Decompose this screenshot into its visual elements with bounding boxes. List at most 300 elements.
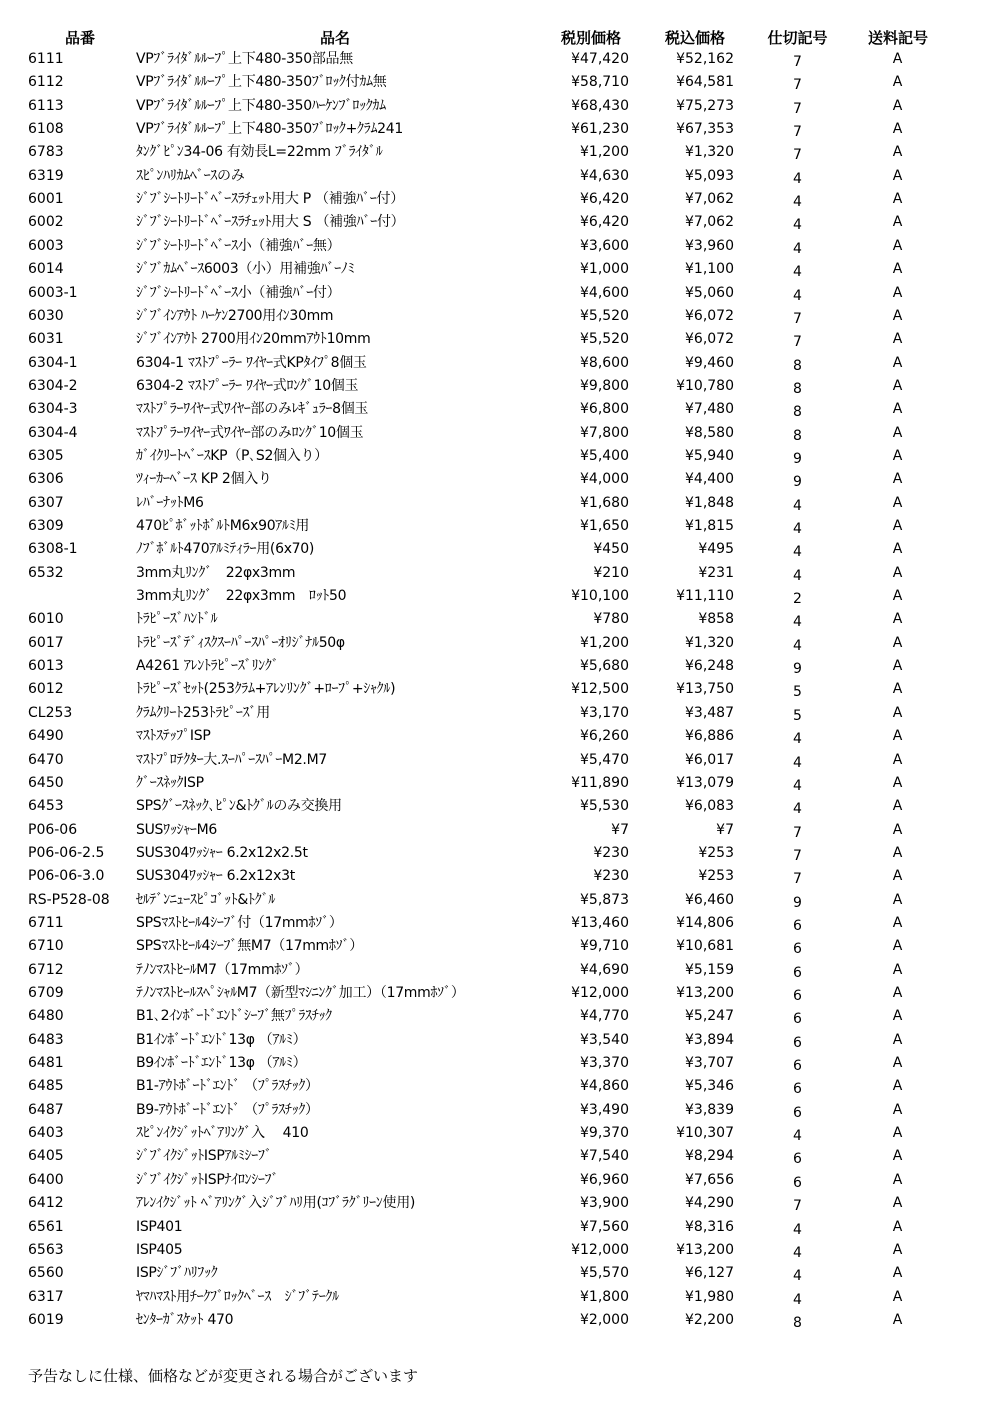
cell-shipping: A [892,1241,903,1258]
cell-category: 4 [793,1244,802,1261]
cell-price-in-tax: ¥1,100 [685,261,734,278]
cell-code: 6560 [28,1265,64,1282]
table-row [0,889,1000,912]
cell-shipping: A [892,1078,903,1095]
cell-name: ｾﾙﾃﾞﾝﾆｭｰｽﾋﾟｺﾞｯﾄ&ﾄｸﾞﾙ [136,891,276,908]
cell-code: 6405 [28,1148,64,1165]
cell-price-in-tax: ¥7,062 [685,191,734,208]
cell-category: 5 [793,707,802,724]
table-row [0,632,1000,655]
table-row [0,982,1000,1005]
cell-code: CL253 [28,704,73,721]
cell-price-ex-tax: ¥6,960 [580,1171,629,1188]
table-row [0,1099,1000,1122]
cell-category: 4 [793,1291,802,1308]
header-price-in-tax: 税込価格 [664,29,725,47]
cell-price-ex-tax: ¥9,800 [580,377,629,394]
cell-category: 6 [793,964,802,981]
cell-shipping: A [892,728,903,745]
cell-code: 6113 [28,97,64,114]
cell-price-in-tax: ¥1,320 [685,144,734,161]
cell-price-ex-tax: ¥3,900 [580,1195,629,1212]
cell-category: 4 [793,217,802,234]
cell-shipping: A [892,704,903,721]
table-row [0,141,1000,164]
table-row [0,375,1000,398]
cell-shipping: A [892,97,903,114]
table-row [0,48,1000,71]
table-row [0,468,1000,491]
cell-name: ﾂｨｰｶｰﾍﾞｰｽ KP 2個入り [136,471,272,488]
table-row [0,165,1000,188]
cell-name: 6304-2 ﾏｽﾄﾌﾟｰﾗｰ ﾜｲﾔｰ式ﾛﾝｸﾞ10個玉 [136,377,359,394]
table-row [0,772,1000,795]
cell-name: VPﾌﾞﾗｲﾀﾞﾙﾙｰﾌﾟ上下480-350ﾌﾞﾛｯｸ付ｶﾑ無 [136,74,387,91]
cell-category: 4 [793,287,802,304]
cell-price-in-tax: ¥6,072 [685,307,734,324]
table-row [0,678,1000,701]
cell-code: 6001 [28,191,64,208]
cell-shipping: A [892,961,903,978]
cell-code: 6003-1 [28,284,78,301]
cell-price-ex-tax: ¥1,680 [580,494,629,511]
cell-code: 6453 [28,798,64,815]
cell-name: SUSﾜｯｼｬｰM6 [136,821,218,838]
table-row [0,819,1000,842]
table-row [0,795,1000,818]
cell-price-ex-tax: ¥3,370 [580,1055,629,1072]
table-row [0,655,1000,678]
cell-price-in-tax: ¥6,072 [685,331,734,348]
cell-shipping: A [892,191,903,208]
cell-shipping: A [892,868,903,885]
cell-price-ex-tax: ¥2,000 [580,1311,629,1328]
cell-price-ex-tax: ¥5,530 [580,798,629,815]
cell-price-ex-tax: ¥61,230 [571,121,629,138]
cell-price-in-tax: ¥1,980 [685,1288,734,1305]
cell-category: 9 [793,450,802,467]
cell-code: 6480 [28,1008,64,1025]
table-row [0,959,1000,982]
cell-category: 5 [793,684,802,701]
cell-category: 4 [793,521,802,537]
header-price-ex-tax: 税別価格 [560,29,621,47]
cell-price-ex-tax: ¥1,200 [580,634,629,651]
cell-price-ex-tax: ¥230 [593,868,629,885]
cell-price-in-tax: ¥5,060 [685,284,734,301]
cell-shipping: A [892,237,903,254]
cell-shipping: A [892,541,903,558]
cell-price-in-tax: ¥7,656 [685,1171,734,1188]
cell-category: 4 [793,637,802,654]
cell-price-in-tax: ¥858 [698,611,734,628]
cell-price-ex-tax: ¥68,430 [571,97,629,114]
cell-price-ex-tax: ¥10,100 [571,588,629,605]
cell-price-ex-tax: ¥3,600 [580,237,629,254]
table-row [0,1169,1000,1192]
cell-shipping: A [892,377,903,394]
cell-code: 6783 [28,144,64,161]
table-row [0,95,1000,118]
cell-code: P06-06-3.0 [28,868,105,885]
cell-category: 4 [793,544,802,561]
cell-price-in-tax: ¥13,750 [676,681,734,698]
cell-code: 6403 [28,1125,64,1142]
cell-shipping: A [892,1195,903,1212]
table-row [0,538,1000,561]
table-row [0,328,1000,351]
cell-name: ｾﾝﾀｰｶﾞｽｹｯﾄ 470 [136,1311,234,1328]
table-row [0,282,1000,305]
cell-price-in-tax: ¥1,815 [685,518,734,534]
table-header [0,27,1000,50]
cell-category: 4 [793,801,802,818]
cell-shipping: A [892,307,903,324]
cell-price-ex-tax: ¥210 [593,564,629,581]
header-category: 仕切記号 [767,29,828,47]
cell-price-in-tax: ¥14,806 [676,914,734,931]
cell-category: 9 [793,661,802,678]
cell-price-in-tax: ¥3,894 [685,1031,734,1048]
cell-shipping: A [892,471,903,488]
cell-name: ｼﾞﾌﾞｼｰﾄﾘｰﾄﾞﾍﾞｰｽ小（補強ﾊﾞｰ付） [136,284,341,301]
cell-price-in-tax: ¥1,320 [685,634,734,651]
cell-name: ｼﾞﾌﾞｲﾝｱｳﾄ ﾊｰｹﾝ2700用ｲﾝ30mm [136,307,334,324]
cell-shipping: A [892,985,903,1001]
cell-category: 6 [793,1151,802,1168]
cell-category: 7 [793,100,802,117]
cell-name: VPﾌﾞﾗｲﾀﾞﾙﾙｰﾌﾟ上下480-350ﾌﾞﾛｯｸ+ｸﾗﾑ241 [136,121,403,138]
cell-shipping: A [892,1265,903,1282]
cell-price-ex-tax: ¥780 [593,611,629,628]
cell-category: 4 [793,1221,802,1238]
cell-code: 6002 [28,214,64,231]
cell-code: 6306 [28,471,64,488]
cell-shipping: A [892,1218,903,1235]
cell-price-in-tax: ¥10,780 [676,377,734,394]
cell-name: 470ﾋﾟﾎﾞｯﾄﾎﾞﾙﾄM6x90ｱﾙﾐ用 [136,518,310,534]
cell-price-ex-tax: ¥12,000 [571,1241,629,1258]
table-row [0,118,1000,141]
cell-price-in-tax: ¥9,460 [685,354,734,371]
cell-price-in-tax: ¥231 [698,564,734,581]
cell-name: SPSﾏｽﾄﾋｰﾙ4ｼｰﾌﾞ無M7（17mmﾎｿﾞ） [136,938,363,955]
table-row [0,1192,1000,1215]
cell-name: ｽﾋﾟﾝﾊﾘｶﾑﾍﾞｰｽのみ [136,167,245,184]
cell-category: 4 [793,497,802,514]
cell-price-in-tax: ¥6,017 [685,751,734,768]
cell-price-ex-tax: ¥3,490 [580,1101,629,1118]
cell-shipping: A [892,401,903,418]
cell-category: 4 [793,240,802,257]
cell-code: 6307 [28,494,64,511]
cell-code: 6450 [28,774,64,791]
cell-price-in-tax: ¥10,307 [676,1125,734,1142]
table-row [0,188,1000,211]
cell-name: ｶﾞｲｸﾘｰﾄﾍﾞｰｽKP（P､S2個入り） [136,447,328,464]
cell-shipping: A [892,284,903,301]
cell-price-in-tax: ¥5,093 [685,167,734,184]
cell-code: 6112 [28,74,64,91]
cell-code: 6030 [28,307,64,324]
cell-price-ex-tax: ¥230 [593,844,629,861]
cell-category: 6 [793,1011,802,1028]
cell-code: 6308-1 [28,541,78,558]
cell-price-in-tax: ¥10,681 [676,938,734,955]
cell-price-in-tax: ¥13,200 [676,1241,734,1258]
cell-price-ex-tax: ¥58,710 [571,74,629,91]
cell-price-ex-tax: ¥8,600 [580,354,629,371]
cell-code: 6561 [28,1218,64,1235]
cell-shipping: A [892,1008,903,1025]
cell-price-ex-tax: ¥13,460 [571,914,629,931]
table-row [0,1122,1000,1145]
table-row [0,935,1000,958]
cell-name: ﾏｽﾄｽﾃｯﾌﾟISP [136,728,211,745]
cell-shipping: A [892,1031,903,1048]
cell-category: 4 [793,1268,802,1285]
cell-code: 6012 [28,681,64,698]
cell-price-in-tax: ¥2,200 [685,1311,734,1328]
cell-name: ﾄﾗﾋﾟｰｽﾞﾃﾞｨｽｸｽｰﾊﾟｰｽﾊﾟｰｵﾘｼﾞﾅﾙ50φ [136,634,345,651]
cell-price-in-tax: ¥3,707 [685,1055,734,1072]
cell-code: 6304-3 [28,401,78,418]
cell-name: B9-ｱｳﾄﾎﾞｰﾄﾞｴﾝﾄﾞ （ﾌﾟﾗｽﾁｯｸ） [136,1101,319,1118]
cell-code: 6304-2 [28,377,78,394]
cell-name: ﾏｽﾄﾌﾟﾗｰﾜｲﾔｰ式ﾜｲﾔｰ部のみﾛﾝｸﾞ10個玉 [136,424,364,441]
cell-price-ex-tax: ¥5,570 [580,1265,629,1282]
cell-name: ｼﾞﾌﾞｲｸｼﾞｯﾄISPﾅｲﾛﾝｼｰﾌﾞ [136,1171,279,1188]
table-row [0,562,1000,585]
cell-code: 6317 [28,1288,64,1305]
cell-code: 6003 [28,237,64,254]
table-row [0,749,1000,772]
cell-code: 6108 [28,121,64,138]
cell-price-ex-tax: ¥47,420 [571,51,629,67]
cell-price-ex-tax: ¥1,650 [580,518,629,534]
cell-code: 6319 [28,167,64,184]
table-row [0,422,1000,445]
cell-price-ex-tax: ¥4,690 [580,961,629,978]
cell-shipping: A [892,331,903,348]
cell-shipping: A [892,938,903,955]
cell-name: ｼﾞﾌﾞｼｰﾄﾘｰﾄﾞﾍﾞｰｽﾗﾁｪｯﾄ用大 P （補強ﾊﾞｰ付） [136,191,404,208]
cell-price-in-tax: ¥11,110 [676,588,734,605]
cell-name: ISPｼﾞﾌﾞﾊﾘﾌｯｸ [136,1265,218,1282]
cell-code: 6304-4 [28,424,78,441]
cell-shipping: A [892,634,903,651]
cell-name: ﾃﾉﾝﾏｽﾄﾋｰﾙM7（17mmﾎｿﾞ） [136,961,309,978]
cell-category: 8 [793,357,802,374]
cell-shipping: A [892,1148,903,1165]
cell-price-ex-tax: ¥9,710 [580,938,629,955]
cell-name: ﾚﾊﾞｰﾅｯﾄM6 [136,494,204,511]
cell-name: SUS304ﾜｯｼｬｰ 6.2x12x3t [136,868,295,885]
cell-category: 6 [793,1034,802,1051]
cell-code: 6490 [28,728,64,745]
cell-shipping: A [892,424,903,441]
table-row [0,1052,1000,1075]
cell-code: 6563 [28,1241,64,1258]
cell-code: 6412 [28,1195,64,1212]
table-row [0,608,1000,631]
cell-price-in-tax: ¥5,940 [685,447,734,464]
cell-price-in-tax: ¥7 [716,821,734,838]
cell-category: 7 [793,334,802,351]
table-row [0,1216,1000,1239]
cell-shipping: A [892,1171,903,1188]
cell-price-in-tax: ¥4,400 [685,471,734,488]
cell-shipping: A [892,494,903,511]
cell-shipping: A [892,588,903,605]
cell-shipping: A [892,144,903,161]
cell-category: 4 [793,614,802,631]
cell-code: 6111 [28,51,64,67]
cell-code: 6304-1 [28,354,78,371]
cell-code [28,585,133,608]
table-row [0,1262,1000,1285]
cell-category: 8 [793,1314,802,1331]
cell-price-ex-tax: ¥5,520 [580,331,629,348]
cell-price-ex-tax: ¥4,630 [580,167,629,184]
cell-category: 4 [793,731,802,748]
cell-code: 6470 [28,751,64,768]
cell-code: 6019 [28,1311,64,1328]
cell-category: 7 [793,310,802,327]
cell-category: 6 [793,988,802,1004]
cell-shipping: A [892,1055,903,1072]
table-row [0,211,1000,234]
cell-shipping: A [892,774,903,791]
cell-shipping: A [892,354,903,371]
cell-category: 8 [793,427,802,444]
cell-category: 6 [793,917,802,934]
cell-shipping: A [892,564,903,581]
cell-name: ﾉﾌﾞﾎﾞﾙﾄ470ｱﾙﾐﾃｨﾗｰ用(6x70) [136,541,315,558]
cell-price-in-tax: ¥4,290 [685,1195,734,1212]
cell-name: ｽﾋﾟﾝｲｸｼﾞｯﾄﾍﾞｱﾘﾝｸﾞ入 410 [136,1125,309,1142]
footnote: 予告なしに仕様、価格などが変更される場合がございます [28,1367,419,1385]
cell-code: 6031 [28,331,64,348]
cell-price-ex-tax: ¥5,470 [580,751,629,768]
cell-price-ex-tax: ¥1,200 [580,144,629,161]
table-row [0,1145,1000,1168]
table-row [0,1309,1000,1332]
cell-name: VPﾌﾞﾗｲﾀﾞﾙﾙｰﾌﾟ上下480-350部品無 [136,51,353,67]
table-row [0,865,1000,888]
cell-name: ﾄﾗﾋﾟｰｽﾞｾｯﾄ(253ｸﾗﾑ+ｱﾚﾝﾘﾝｸﾞ+ﾛｰﾌﾟ+ｼｬｸﾙ) [136,681,396,698]
table-row [0,305,1000,328]
cell-name: ｸﾞｰｽﾈｯｸISP [136,774,204,791]
cell-name: SPSｸﾞｰｽﾈｯｸ､ﾋﾟﾝ&ﾄｸﾞﾙのみ交換用 [136,798,342,815]
cell-category: 9 [793,894,802,911]
cell-price-ex-tax: ¥450 [593,541,629,558]
cell-price-ex-tax: ¥6,420 [580,191,629,208]
cell-code: 6710 [28,938,64,955]
table-row [0,1029,1000,1052]
cell-price-ex-tax: ¥5,680 [580,658,629,675]
cell-shipping: A [892,611,903,628]
table-row [0,352,1000,375]
cell-code: 6487 [28,1101,64,1118]
cell-name: VPﾌﾞﾗｲﾀﾞﾙﾙｰﾌﾟ上下480-350ﾊｰｹﾝﾌﾞﾛｯｸｶﾑ [136,97,386,114]
cell-price-ex-tax: ¥9,370 [580,1125,629,1142]
cell-price-ex-tax: ¥12,000 [571,985,629,1001]
cell-price-in-tax: ¥253 [698,868,734,885]
cell-shipping: A [892,121,903,138]
table-row [0,842,1000,865]
cell-shipping: A [892,518,903,534]
cell-shipping: A [892,214,903,231]
table-row [0,492,1000,515]
cell-price-in-tax: ¥6,460 [685,891,734,908]
cell-price-in-tax: ¥67,353 [676,121,734,138]
cell-name: B9ｲﾝﾎﾞｰﾄﾞｴﾝﾄﾞ13φ （ｱﾙﾐ） [136,1055,307,1072]
cell-name: ﾃﾉﾝﾏｽﾄﾋｰﾙｽﾍﾟｼｬﾙM7（新型ﾏｼﾆﾝｸﾞ加工）（17mmﾎｿﾞ） [136,985,465,1001]
cell-price-in-tax: ¥13,079 [676,774,734,791]
cell-price-in-tax: ¥13,200 [676,985,734,1001]
cell-price-in-tax: ¥6,083 [685,798,734,815]
cell-shipping: A [892,821,903,838]
cell-price-ex-tax: ¥7,540 [580,1148,629,1165]
cell-category: 4 [793,170,802,187]
cell-name: B1､2ｲﾝﾎﾞｰﾄﾞｴﾝﾄﾞｼｰﾌﾞ無ﾌﾟﾗｽﾁｯｸ [136,1008,332,1025]
cell-price-in-tax: ¥75,273 [676,97,734,114]
table-row [0,1075,1000,1098]
cell-name: ﾄﾗﾋﾟｰｽﾞﾊﾝﾄﾞﾙ [136,611,218,628]
cell-price-ex-tax: ¥1,800 [580,1288,629,1305]
cell-code: 6532 [28,564,64,581]
cell-category: 7 [793,147,802,164]
cell-price-ex-tax: ¥7 [611,821,629,838]
cell-category: 9 [793,474,802,491]
cell-price-in-tax: ¥3,839 [685,1101,734,1118]
cell-price-ex-tax: ¥3,170 [580,704,629,721]
cell-category: 7 [793,1198,802,1215]
cell-shipping: A [892,658,903,675]
cell-code: P06-06-2.5 [28,844,105,861]
cell-code: 6305 [28,447,64,464]
cell-price-in-tax: ¥253 [698,844,734,861]
cell-price-in-tax: ¥5,346 [685,1078,734,1095]
table-row [0,1005,1000,1028]
cell-price-in-tax: ¥1,848 [685,494,734,511]
cell-category: 8 [793,380,802,397]
header-code: 品番 [64,29,95,47]
cell-name: SUS304ﾜｯｼｬｰ 6.2x12x2.5t [136,844,308,861]
cell-category: 4 [793,264,802,281]
cell-category: 4 [793,567,802,584]
cell-price-ex-tax: ¥5,520 [580,307,629,324]
table-row [0,725,1000,748]
cell-category: 7 [793,77,802,94]
cell-shipping: A [892,798,903,815]
cell-category: 6 [793,1081,802,1098]
cell-price-ex-tax: ¥12,500 [571,681,629,698]
cell-price-in-tax: ¥8,580 [685,424,734,441]
cell-price-in-tax: ¥3,487 [685,704,734,721]
cell-code: RS-P528-08 [28,891,110,908]
cell-code: 6709 [28,985,64,1001]
cell-price-ex-tax: ¥7,560 [580,1218,629,1235]
cell-price-ex-tax: ¥4,600 [580,284,629,301]
cell-code: 6485 [28,1078,64,1095]
cell-price-in-tax: ¥64,581 [676,74,734,91]
cell-category: 2 [793,591,802,608]
cell-shipping: A [892,751,903,768]
cell-price-in-tax: ¥5,159 [685,961,734,978]
table-row [0,912,1000,935]
